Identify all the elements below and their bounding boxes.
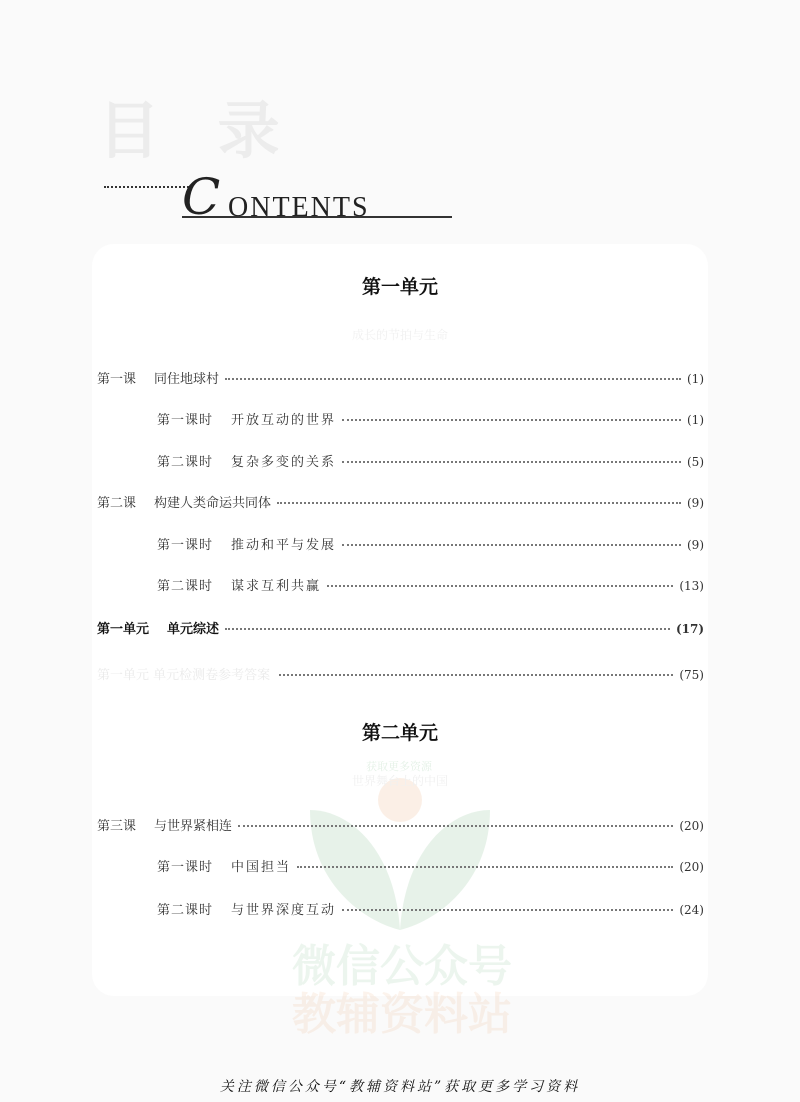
dot-leader <box>342 461 681 463</box>
toc-entry-number: 第一课时 <box>157 413 214 428</box>
toc-entry-number: 第二课时 <box>157 903 214 918</box>
toc-entry-page: (20) <box>679 860 704 874</box>
toc-entry-page: (17) <box>675 622 704 636</box>
toc-entry-title: 与世界深度互动 <box>231 903 337 918</box>
toc-entry-title: 与世界紧相连 <box>154 819 233 834</box>
toc-entry-number: 第一课 <box>97 372 137 387</box>
toc-entry-faded[interactable] <box>97 664 704 683</box>
dot-leader <box>279 674 673 676</box>
toc-entry-title: 推动和平与发展 <box>231 538 337 553</box>
toc-entry-page: (20) <box>679 819 704 833</box>
toc-entry-number: 第二课 <box>97 496 137 511</box>
dot-leader <box>342 544 681 546</box>
watermark-text-line1: 微信公众号 <box>292 941 512 992</box>
toc-entry-number: 第二课时 <box>157 579 214 594</box>
toc-entry[interactable] <box>157 899 704 918</box>
watermark-text-line2: 教辅资料站 <box>292 989 512 1040</box>
dot-leader <box>342 909 673 911</box>
contents-underline <box>182 216 452 218</box>
toc-entry[interactable] <box>97 368 704 387</box>
toc-entry-page: (1) <box>687 413 704 427</box>
toc-entry-page: (75) <box>679 668 704 682</box>
toc-entry-number: 第一课时 <box>157 538 214 553</box>
toc-entry-page: (24) <box>679 903 704 917</box>
toc-entry-page: (13) <box>679 579 704 593</box>
dot-leader <box>277 502 681 504</box>
contents-banner <box>104 168 464 232</box>
toc-entry[interactable] <box>157 534 704 553</box>
dot-leader <box>225 378 681 380</box>
toc-entry-title: 单元综述 <box>167 622 220 637</box>
dot-leader <box>327 585 673 587</box>
toc-entry-page: (9) <box>687 496 704 510</box>
unit-heading: 第二单元 <box>361 722 438 744</box>
toc-entry-number: 第一课时 <box>157 860 214 875</box>
toc-entry[interactable] <box>157 856 704 875</box>
toc-entry-title-faded: 第一单元 单元检测卷参考答案 <box>97 668 271 683</box>
footer-note: 关注微信公众号“教辅资料站”获取更多学习资料 <box>219 1079 581 1095</box>
toc-entry-title: 谋求互利共赢 <box>231 579 322 594</box>
toc-entry-title: 中国担当 <box>231 860 292 875</box>
dot-leader <box>342 419 681 421</box>
toc-entry-page: (5) <box>687 455 704 469</box>
dot-leader <box>297 866 673 868</box>
toc-entry-unit-summary[interactable] <box>97 618 704 637</box>
page-title-chinese: 目 录 <box>98 94 298 167</box>
toc-entry-title: 同住地球村 <box>154 372 220 387</box>
dotted-rule <box>104 186 192 188</box>
contents-word: ONTENTS <box>228 192 370 223</box>
toc-entry[interactable] <box>97 492 704 511</box>
toc-entry-number: 第三课 <box>97 819 137 834</box>
dot-leader <box>238 825 673 827</box>
unit-subtitle-faded: 成长的节拍与生命 <box>351 328 448 342</box>
toc-entry-page: (1) <box>687 372 704 386</box>
unit-subtitle-faded: 世界舞台上的中国 <box>351 774 448 788</box>
toc-entry-title: 构建人类命运共同体 <box>154 496 272 511</box>
watermark-ring-text: 获取更多资源 <box>366 760 432 773</box>
toc-entry[interactable] <box>157 451 704 470</box>
toc-entry-number: 第二课时 <box>157 455 214 470</box>
toc-entry[interactable] <box>97 815 704 834</box>
toc-entry[interactable] <box>157 409 704 428</box>
dot-leader <box>225 628 670 630</box>
toc-entry-title: 开放互动的世界 <box>231 413 337 428</box>
toc-entry-number: 第一单元 <box>97 622 150 637</box>
unit-heading: 第一单元 <box>361 276 438 298</box>
toc-entry[interactable] <box>157 575 704 594</box>
toc-entry-title: 复杂多变的关系 <box>231 455 337 470</box>
contents-initial: C <box>182 168 221 226</box>
toc-entry-page: (9) <box>687 538 704 552</box>
